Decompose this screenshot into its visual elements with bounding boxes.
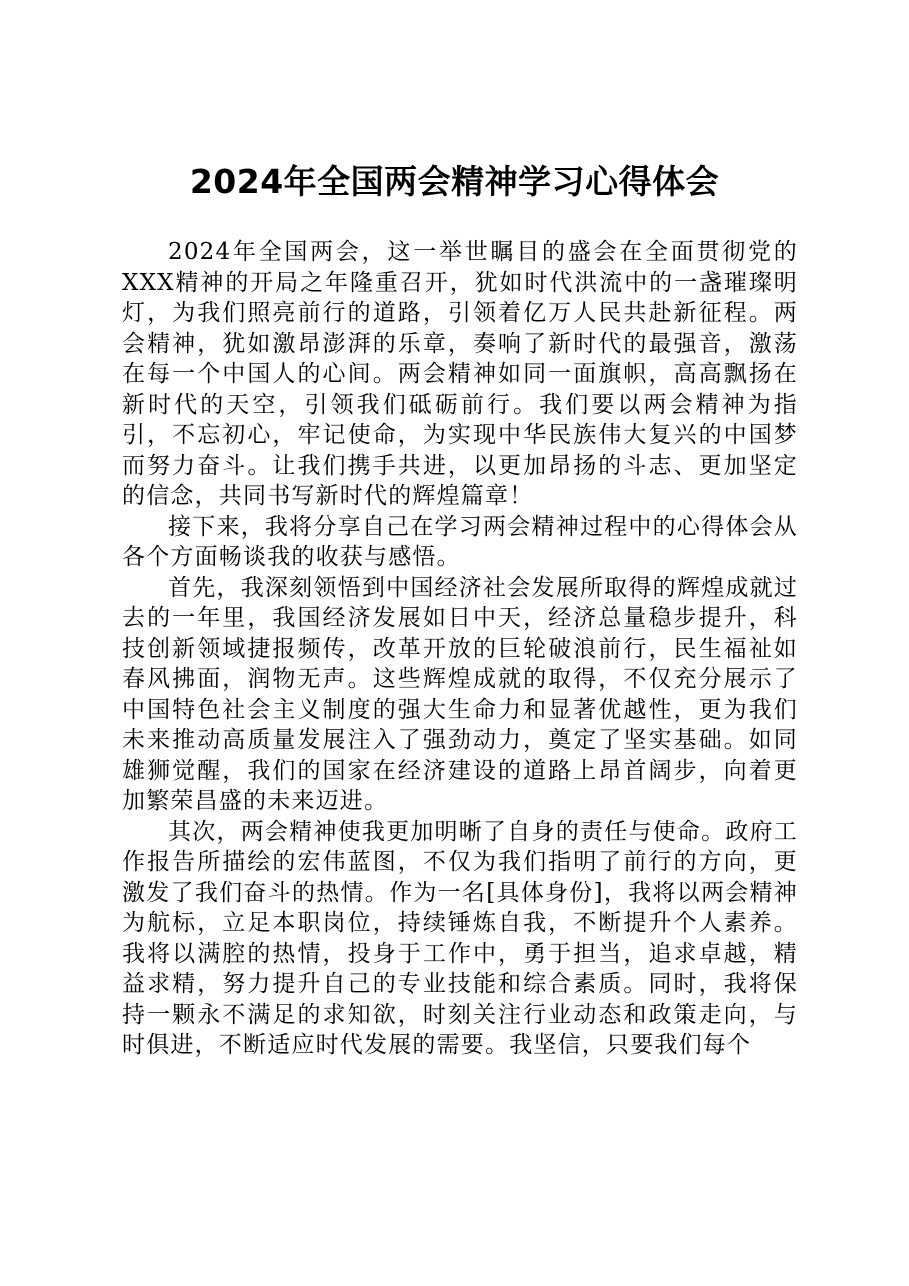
paragraph-second-point: 其次，两会精神使我更加明晰了自身的责任与使命。政府工作报告所描绘的宏伟蓝图，不仅为我们指明了前行的方向，更激发了我们奋斗的热情。作为一名[具体身份]，我将以两会精神为航标，立足本职岗位，持续锤炼自我，不断提升个人素养。我将以满腔的热情，投身于工作中，勇于担当，追求卓越，精益求精，努力提升自己的专业技能和综合素质。同时，我将保持一颗永不满足的求知欲，时刻关注行业动态和政策走向，与时俱进，不断适应时代发展的需要。我坚信，只要我们每个 [122, 818, 798, 1058]
paragraph-intro: 2024年全国两会，这一举世瞩目的盛会在全面贯彻党的XXX精神的开局之年隆重召开，犹如时代洪流中的一盏璀璨明灯，为我们照亮前行的道路，引领着亿万人民共赴新征程。两会精神，犹如激昂澎湃的乐章，奏响了新时代的最强音，激荡在每一个中国人的心间。两会精神如同一面旗帜，高高飘扬在新时代的天空，引领我们砥砺前行。我们要以两会精神为指引，不忘初心，牢记使命，为实现中华民族伟大复兴的中国梦而努力奋斗。让我们携手共进，以更加昂扬的斗志、更加坚定的信念，共同书写新时代的辉煌篇章！ [122, 239, 798, 509]
paragraph-first-point: 首先，我深刻领悟到中国经济社会发展所取得的辉煌成就过去的一年里，我国经济发展如日中天，经济总量稳步提升，科技创新领域捷报频传，改革开放的巨轮破浪前行，民生福祉如春风拂面，润物无声。这些辉煌成就的取得，不仅充分展示了中国特色社会主义制度的强大生命力和显著优越性，更为我们未来推动高质量发展注入了强劲动力，奠定了坚实基础。如同雄狮觉醒，我们的国家在经济建设的道路上昂首阔步，向着更加繁荣昌盛的未来迈进。 [122, 574, 798, 814]
document-title: 2024年全国两会精神学习心得体会 [189, 162, 720, 201]
paragraph-transition: 接下来，我将分享自己在学习两会精神过程中的心得体会从各个方面畅谈我的收获与感悟。 [122, 513, 798, 570]
document-body [122, 237, 798, 1061]
